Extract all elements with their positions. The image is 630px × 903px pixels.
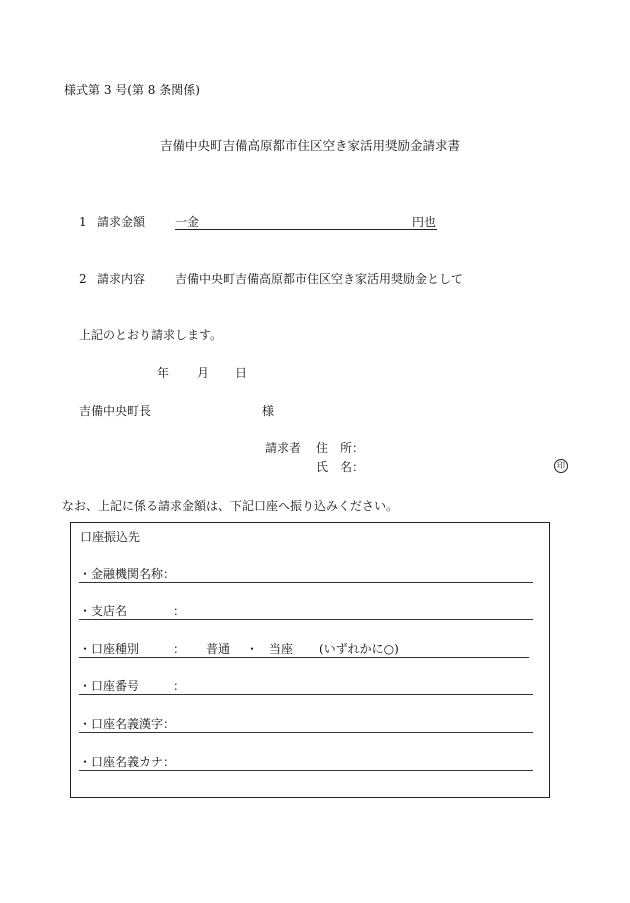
transfer-note: なお、上記に係る請求金額は、下記口座へ振り込みください。 bbox=[62, 499, 399, 513]
bank-box-title: 口座振込先 bbox=[80, 530, 141, 544]
account-number-field[interactable] bbox=[79, 678, 533, 695]
request-statement: 上記のとおり請求します。 bbox=[79, 328, 223, 342]
account-type-field[interactable] bbox=[79, 641, 529, 658]
request-content-text: 吉備中央町吉備高原都市住区空き家活用奨励金として bbox=[175, 272, 464, 286]
account-type-label: ・口座種別 bbox=[79, 642, 140, 656]
address-label: 住 所： bbox=[316, 441, 365, 455]
account-holder-kanji-label: ・口座名義漢字： bbox=[79, 717, 176, 731]
account-type-hint: (いずれかに○) bbox=[319, 642, 399, 656]
account-type-separator: ・ bbox=[246, 642, 259, 656]
request-content-label: 請求内容 bbox=[97, 272, 146, 286]
request-amount-label: 請求金額 bbox=[97, 215, 146, 229]
amount-suffix: 円也 bbox=[412, 215, 437, 229]
branch-name-colon: ： bbox=[173, 604, 186, 618]
date-month: 月 bbox=[197, 366, 210, 380]
account-holder-kana-label: ・口座名義カナ： bbox=[79, 755, 176, 769]
branch-name-label: ・支店名 bbox=[79, 604, 128, 618]
item-number: 1 bbox=[79, 215, 87, 229]
bank-name-label: ・金融機関名称： bbox=[79, 567, 176, 581]
form-number: 様式第 3 号(第 8 条関係) bbox=[64, 83, 200, 97]
page-title: 吉備中央町吉備高原都市住区空き家活用奨励金請求書 bbox=[160, 138, 461, 153]
account-holder-kana-field[interactable] bbox=[79, 754, 533, 771]
account-type-colon: ： bbox=[173, 642, 186, 656]
seal-mark: 印 bbox=[554, 459, 568, 473]
bank-name-field[interactable] bbox=[79, 566, 533, 583]
account-holder-kanji-field[interactable] bbox=[79, 716, 533, 733]
requester-label: 請求者 bbox=[265, 441, 302, 455]
name-label: 氏 名： bbox=[316, 460, 365, 474]
bank-account-box bbox=[70, 522, 550, 798]
addressee-name: 吉備中央町長 bbox=[79, 404, 152, 418]
date-year: 年 bbox=[157, 366, 170, 380]
account-number-label: ・口座番号 bbox=[79, 679, 140, 693]
account-type-toza[interactable]: 当座 bbox=[269, 642, 294, 656]
request-amount-field[interactable] bbox=[175, 215, 437, 230]
date-day: 日 bbox=[235, 366, 248, 380]
amount-prefix: 一金 bbox=[175, 215, 200, 229]
item-number: 2 bbox=[79, 272, 87, 286]
account-type-futsu[interactable]: 普通 bbox=[206, 642, 231, 656]
addressee-honorific: 様 bbox=[262, 404, 275, 418]
account-number-colon: ： bbox=[173, 679, 186, 693]
branch-name-field[interactable] bbox=[79, 603, 533, 620]
